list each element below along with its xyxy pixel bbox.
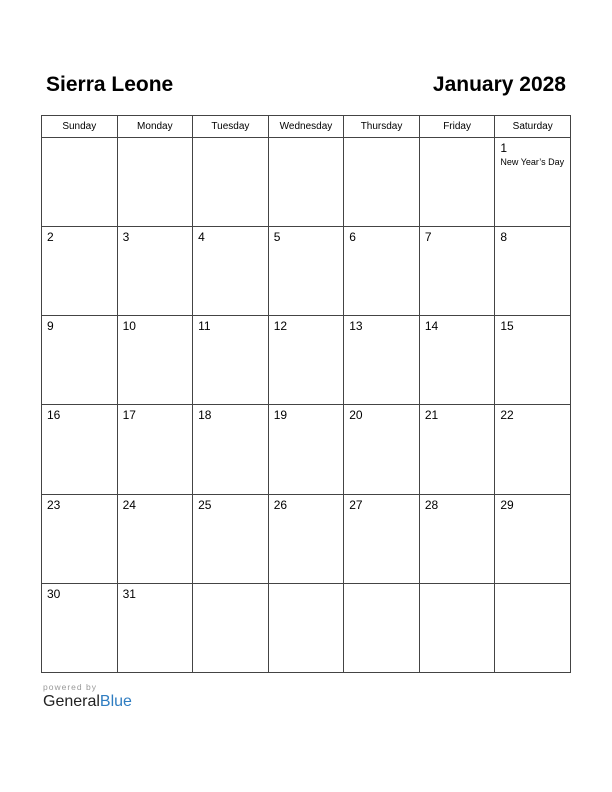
day-cell bbox=[193, 138, 269, 227]
footer-branding bbox=[43, 682, 132, 711]
day-number: 4 bbox=[198, 230, 205, 245]
day-number: 21 bbox=[424, 408, 439, 423]
day-cell bbox=[42, 583, 118, 672]
day-cell bbox=[193, 583, 269, 672]
day-cell bbox=[268, 494, 344, 583]
day-cell-content bbox=[118, 316, 193, 336]
day-cell-content bbox=[495, 495, 570, 515]
calendar-grid bbox=[41, 115, 571, 673]
calendar-body bbox=[42, 138, 571, 673]
calendar-week-row bbox=[42, 583, 571, 672]
day-cell bbox=[117, 583, 193, 672]
day-number: 12 bbox=[273, 319, 288, 334]
day-cell-content bbox=[344, 227, 419, 247]
day-cell-content bbox=[42, 495, 117, 515]
day-cell bbox=[344, 583, 420, 672]
day-cell bbox=[268, 405, 344, 494]
day-cell bbox=[42, 494, 118, 583]
day-number: 16 bbox=[47, 408, 61, 423]
day-number: 28 bbox=[424, 497, 439, 512]
day-cell bbox=[495, 405, 571, 494]
day-cell bbox=[268, 227, 344, 316]
day-cell bbox=[42, 316, 118, 405]
day-number: 19 bbox=[273, 408, 288, 423]
day-cell-content bbox=[193, 316, 268, 336]
day-cell bbox=[268, 583, 344, 672]
day-number: 18 bbox=[198, 408, 212, 423]
calendar-week-row bbox=[42, 227, 571, 316]
day-cell-content bbox=[269, 227, 344, 247]
day-cell bbox=[117, 316, 193, 405]
day-cell bbox=[193, 316, 269, 405]
calendar-week-row bbox=[42, 138, 571, 227]
day-number: 14 bbox=[424, 319, 439, 334]
day-number: 5 bbox=[273, 230, 281, 245]
day-cell bbox=[495, 138, 571, 227]
day-cell-content bbox=[193, 495, 268, 515]
page-header bbox=[46, 70, 566, 100]
day-cell-content bbox=[269, 138, 344, 144]
day-cell bbox=[419, 494, 495, 583]
day-number: 10 bbox=[122, 319, 136, 334]
day-cell bbox=[495, 227, 571, 316]
day-number: 9 bbox=[47, 319, 54, 334]
day-cell-content bbox=[420, 227, 495, 247]
day-number: 15 bbox=[500, 319, 514, 334]
holiday-label: New Year’s Day bbox=[500, 157, 565, 167]
weekday-wednesday: Wednesday bbox=[268, 116, 344, 138]
brand-general-text: General bbox=[43, 693, 100, 710]
day-cell bbox=[193, 494, 269, 583]
weekday-sunday: Sunday bbox=[42, 116, 118, 138]
day-cell-content bbox=[495, 584, 570, 590]
day-cell-content bbox=[495, 316, 570, 336]
day-cell-content bbox=[420, 584, 495, 590]
day-number: 13 bbox=[349, 319, 363, 334]
weekday-tuesday: Tuesday bbox=[193, 116, 269, 138]
brand-logo bbox=[43, 693, 132, 711]
day-cell bbox=[495, 583, 571, 672]
day-number: 26 bbox=[273, 497, 288, 512]
day-number: 2 bbox=[47, 230, 54, 245]
day-number: 27 bbox=[349, 497, 363, 512]
weekday-thursday: Thursday bbox=[344, 116, 420, 138]
day-cell bbox=[495, 494, 571, 583]
day-cell-content bbox=[42, 138, 117, 144]
day-cell-content bbox=[269, 495, 344, 515]
day-cell-content bbox=[495, 227, 570, 247]
day-cell bbox=[344, 494, 420, 583]
day-cell-content bbox=[118, 227, 193, 247]
day-cell bbox=[344, 227, 420, 316]
day-cell bbox=[419, 583, 495, 672]
day-cell-content bbox=[344, 316, 419, 336]
day-cell bbox=[419, 138, 495, 227]
day-cell-content bbox=[420, 405, 495, 425]
day-cell-content bbox=[42, 584, 117, 604]
day-number: 7 bbox=[424, 230, 432, 245]
day-number: 3 bbox=[122, 230, 130, 245]
day-cell-content bbox=[118, 584, 193, 604]
day-cell bbox=[117, 494, 193, 583]
day-cell bbox=[117, 138, 193, 227]
day-cell bbox=[117, 227, 193, 316]
day-cell bbox=[268, 316, 344, 405]
calendar-week-row bbox=[42, 405, 571, 494]
day-cell-content bbox=[42, 227, 117, 247]
day-cell bbox=[419, 405, 495, 494]
day-cell-content bbox=[495, 138, 570, 172]
day-cell-content bbox=[193, 584, 268, 590]
day-number: 11 bbox=[198, 319, 211, 334]
day-cell bbox=[42, 138, 118, 227]
day-cell bbox=[193, 405, 269, 494]
day-cell-content bbox=[269, 405, 344, 425]
weekday-saturday: Saturday bbox=[495, 116, 571, 138]
day-cell-content bbox=[269, 316, 344, 336]
day-cell-content bbox=[42, 405, 117, 425]
day-cell-content bbox=[344, 495, 419, 515]
day-cell-content bbox=[269, 584, 344, 590]
day-cell-content bbox=[344, 138, 419, 144]
day-cell-content bbox=[193, 405, 268, 425]
day-number: 6 bbox=[349, 230, 356, 245]
weekday-friday: Friday bbox=[419, 116, 495, 138]
day-cell-content bbox=[344, 405, 419, 425]
weekday-monday: Monday bbox=[117, 116, 193, 138]
day-cell-content bbox=[344, 584, 419, 590]
day-number: 22 bbox=[500, 408, 514, 423]
day-number: 29 bbox=[500, 497, 514, 512]
day-cell bbox=[419, 227, 495, 316]
day-cell bbox=[495, 316, 571, 405]
day-cell bbox=[42, 405, 118, 494]
powered-by-text: powered by bbox=[43, 682, 97, 692]
day-cell bbox=[344, 405, 420, 494]
day-cell-content bbox=[118, 138, 193, 144]
day-number: 24 bbox=[122, 497, 136, 512]
day-number: 20 bbox=[349, 408, 363, 423]
country-title: Sierra Leone bbox=[46, 73, 174, 96]
day-cell bbox=[117, 405, 193, 494]
day-cell-content bbox=[420, 495, 495, 515]
day-cell bbox=[344, 138, 420, 227]
day-cell-content bbox=[118, 495, 193, 515]
day-cell bbox=[419, 316, 495, 405]
day-number: 31 bbox=[122, 586, 136, 601]
day-cell bbox=[42, 227, 118, 316]
day-cell-content bbox=[420, 316, 495, 336]
day-number: 23 bbox=[47, 497, 61, 512]
day-cell-content bbox=[193, 227, 268, 247]
day-number: 17 bbox=[122, 408, 136, 423]
day-number: 1 bbox=[500, 141, 508, 155]
weekday-header-row bbox=[42, 116, 571, 138]
day-cell-content bbox=[420, 138, 495, 144]
day-number: 30 bbox=[47, 586, 61, 601]
day-cell bbox=[268, 138, 344, 227]
day-cell-content bbox=[495, 405, 570, 425]
day-cell-content bbox=[193, 138, 268, 144]
brand-blue-text: Blue bbox=[99, 693, 132, 710]
day-cell bbox=[344, 316, 420, 405]
day-cell bbox=[193, 227, 269, 316]
month-year-title: January 2028 bbox=[432, 73, 566, 96]
day-number: 25 bbox=[198, 497, 212, 512]
day-cell-content bbox=[118, 405, 193, 425]
calendar-week-row bbox=[42, 494, 571, 583]
day-number: 8 bbox=[500, 230, 508, 245]
day-cell-content bbox=[42, 316, 117, 336]
calendar-week-row bbox=[42, 316, 571, 405]
